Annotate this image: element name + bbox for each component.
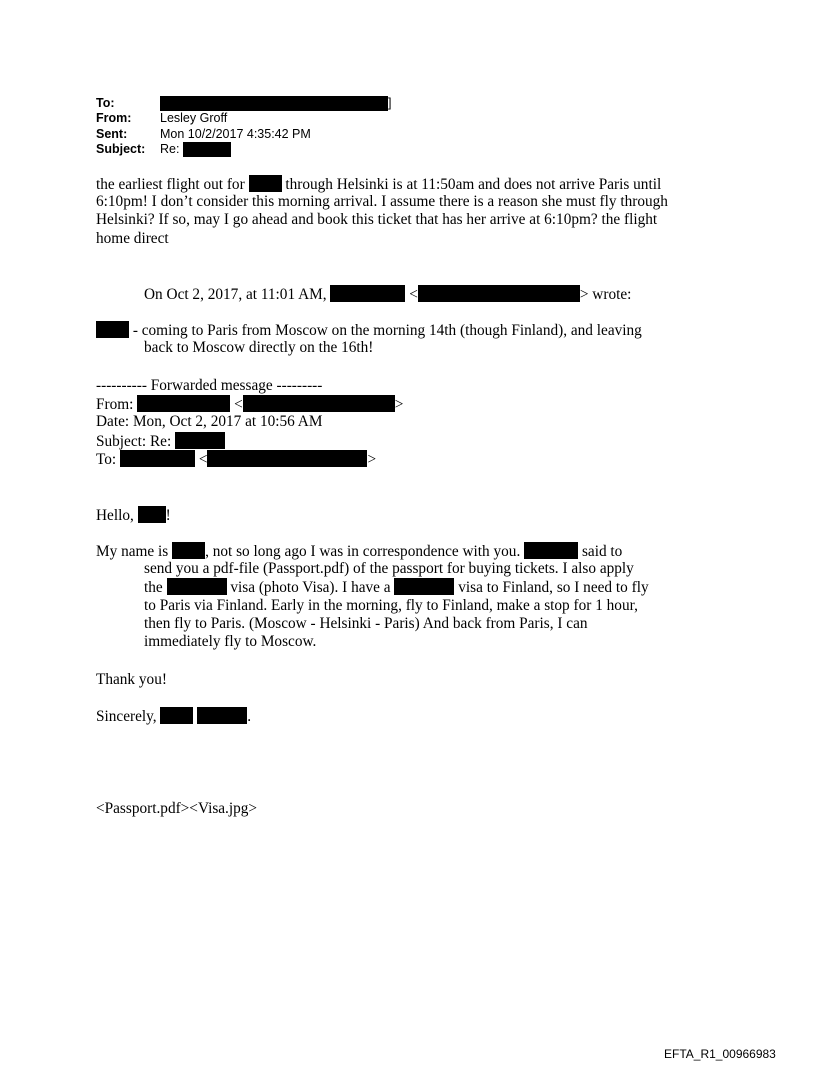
sent-value: Mon 10/2/2017 4:35:42 PM [160,126,311,141]
subject-row [96,142,391,157]
from-row [96,111,391,126]
to-label: To: [96,96,115,110]
greeting [96,506,171,524]
to-row [96,96,391,111]
redaction-block [120,450,195,467]
signature-line [96,707,251,725]
redaction-block [394,578,454,595]
redaction-block [137,395,230,412]
subject-value: Re: [160,141,180,156]
text-fragment: Sincerely, [96,708,157,725]
thank-you: Thank you! [96,671,167,688]
redaction-block [138,506,166,523]
redaction-block [183,142,231,157]
reply-line: Helsinki? If so, may I go ahead and book this ticket that has her arrive at 6:10pm? the flight [96,211,658,229]
text-fragment: > [367,450,377,468]
text-fragment: then fly to Paris. (Moscow - Helsinki - Paris) And back from Paris, I can [144,614,588,632]
redaction-block [160,96,388,111]
text-fragment: back to Moscow directly on the 16th! [144,339,374,357]
text-fragment: On Oct 2, 2017, at 11:01 AM, [144,286,327,303]
text-fragment: the earliest flight out for [96,176,245,193]
redaction-block [243,395,395,412]
from-label: From: [96,111,132,126]
redaction-block [96,321,129,338]
redaction-block [175,432,225,449]
text-fragment: visa to Finland, so I need to fly [458,579,649,597]
text-fragment: < [409,286,418,303]
email-header [96,96,391,157]
quoted-message [96,321,642,357]
forward-banner: ---------- Forwarded message --------- [96,377,323,394]
redaction-block [160,707,193,724]
forwarded-header [96,377,403,468]
text-fragment: From: [96,396,134,414]
redaction-block [172,542,205,559]
bates-number: EFTA_R1_00966983 [664,1047,776,1061]
text-fragment: . [247,708,252,725]
text-fragment: To: [96,450,117,468]
text-fragment: < [198,450,208,468]
text-fragment: send you a pdf-file (Passport.pdf) of the passport for buying tickets. I also apply [144,560,634,578]
text-fragment: - coming to Paris from Moscow on the morning 14th (though Finland), and leaving [132,322,642,339]
text-fragment: < [234,396,243,414]
letter-paragraph [96,542,649,651]
text-fragment: ! [165,507,171,524]
quoted-attribution [144,285,631,303]
redaction-block [249,175,282,192]
reply-paragraph [96,175,668,248]
redaction-block [207,450,367,467]
text-fragment: the [144,579,163,597]
redaction-block [167,578,227,595]
sent-row [96,127,391,142]
redaction-block [524,542,578,559]
text-fragment: visa (photo Visa). I have a [230,579,391,597]
subject-label: Subject: [96,141,146,156]
text-fragment: to Paris via Finland. Early in the morning, fly to Finland, make a stop for 1 hour, [144,596,638,614]
to-trail: ] [388,96,392,110]
attachments: <Passport.pdf><Visa.jpg> [96,800,258,817]
text-fragment: Hello, [96,507,134,524]
sent-label: Sent: [96,126,128,141]
reply-line: 6:10pm! I don’t consider this morning arrival. I assume there is a reason she must fly through [96,193,668,211]
text-fragment: , not so long ago I was in correspondence with you. [205,543,521,560]
text-fragment: > [394,396,404,414]
redaction-block [418,285,580,302]
text-fragment: My name is [96,543,169,560]
forward-date: Date: Mon, Oct 2, 2017 at 10:56 AM [96,413,323,431]
reply-line [96,175,668,193]
text-fragment: Subject: Re: [96,432,172,450]
redaction-block [330,285,405,302]
reply-line: home direct [96,229,169,247]
text-fragment: immediately fly to Moscow. [144,632,317,650]
from-value: Lesley Groff [160,111,228,126]
redaction-block [197,707,247,724]
text-fragment: said to [581,543,623,560]
text-fragment: > wrote: [579,286,632,303]
text-fragment: through Helsinki is at 11:50am and does not arrive Paris until [285,176,662,193]
